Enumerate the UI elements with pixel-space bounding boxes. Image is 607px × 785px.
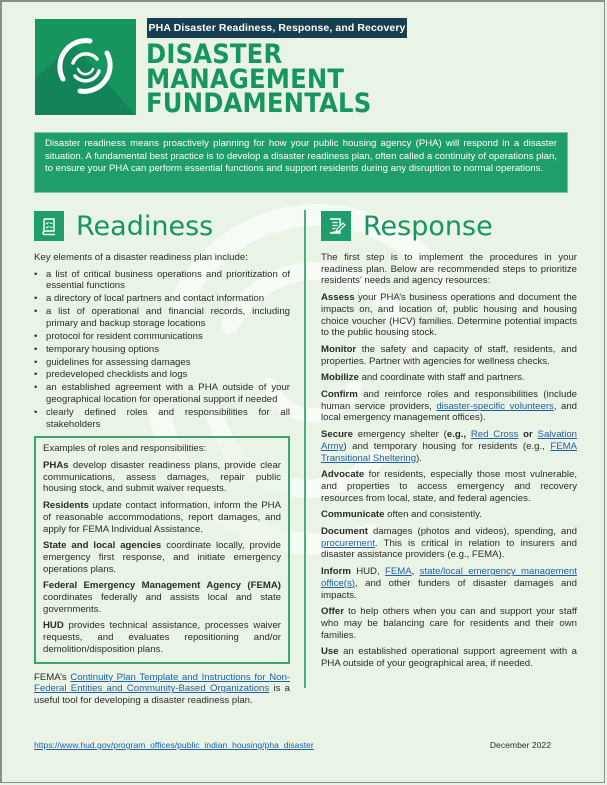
fema-note-suffix: is a useful tool for developing a disaster readiness plan. (34, 683, 290, 706)
step-text: . This is critical in relation to insurers and disaster assistance providers (e.g., FEMA). (321, 537, 577, 561)
intro-callout: Disaster readiness means proactively planning for how your public housing agency (PHA) will respond in a disaster situation. A fundamental best practice is to develop a disaster readiness plan, often called a continuity of operations plan, to ensure your PHA can perform essential functions and support residents during any disruption to normal operations. (34, 132, 568, 193)
step-verb: Document (321, 526, 368, 538)
swirl-icon (35, 19, 136, 115)
step-verb: Advocate (321, 469, 365, 481)
step-text: damages (photos and videos), spending, and (367, 526, 577, 538)
role-entry (43, 580, 281, 615)
fema-sheltering-link[interactable]: FEMA Transitional Sheltering (321, 440, 577, 464)
role-name: State and local agencies (43, 540, 162, 552)
logo (35, 19, 136, 115)
role-entry (43, 540, 281, 575)
readiness-title: Readiness (76, 210, 214, 242)
step-text: , and other funders of disaster damages and impacts. (321, 577, 577, 601)
title-line: MANAGEMENT (146, 63, 345, 95)
checklist-scroll-icon (34, 211, 64, 241)
role-entry (43, 620, 281, 655)
step-secure (321, 429, 577, 464)
step-confirm (321, 389, 577, 424)
salvation-army-link[interactable]: Salvation Army (321, 429, 578, 452)
step-text: to help others when you can and support your staff who may be balancing care for residents and their own families. (321, 606, 577, 641)
step-advocate (321, 469, 577, 504)
step-offer (321, 606, 577, 641)
or-label: or (523, 429, 533, 441)
step-mobilize (321, 372, 577, 384)
procurement-link[interactable]: procurement (321, 537, 375, 549)
step-text: an established operational support agreement with a PHA outside of your geographical area, if needed. (321, 646, 577, 670)
step-verb: Assess (321, 292, 355, 304)
list-item: • a list of critical business operations and prioritization of essential functions (44, 269, 290, 292)
role-text: develop disaster readiness plans, provide clear communications, assess damages, repair public housing stock, and submit waiver requests. (43, 460, 281, 495)
role-entry (43, 500, 281, 535)
step-verb: Monitor (321, 343, 357, 355)
role-text: provides technical assistance, processes waiver requests, and evaluates repositioning and/or demolition/disposition plans. (43, 620, 281, 655)
footer-date: December 2022 (489, 740, 551, 750)
step-document (321, 526, 577, 561)
response-title: Response (363, 210, 493, 242)
step-monitor (321, 344, 577, 367)
title-line: DISASTER (146, 39, 283, 70)
readiness-section (34, 208, 290, 707)
role-text: update contact information, inform the PHA of reasonable accommodations, report damages, and apply for FEMA Individual Assistance. (43, 500, 281, 535)
list-item: • an established agreement with a PHA outside of your geographical location for operational support if needed (44, 382, 290, 405)
step-text: ) and temporary housing for residents (e.g., (343, 440, 551, 452)
step-verb: Communicate (321, 509, 385, 521)
role-text: coordinate locally, provide emergency first response, and initiate emergency operations plans. (43, 540, 281, 575)
step-text: your PHA’s business operations and document the impacts on, and location of, public housing and housing choice voucher (HCV) families. Determine potential impacts to the public housing stock. (321, 292, 577, 339)
readiness-lead: Key elements of a disaster readiness plan include: (34, 252, 248, 263)
readiness-list (34, 269, 290, 431)
separator: , (411, 566, 420, 578)
role-name: HUD (43, 620, 64, 632)
response-section (321, 208, 577, 675)
list-item: • guidelines for assessing damages (44, 357, 290, 369)
step-text: and reinforce roles and responsibilities (include human service providers, (321, 389, 577, 412)
step-verb: Offer (321, 606, 344, 618)
role-name: PHAs (43, 460, 69, 472)
roles-heading: Examples of roles and responsibilities: (43, 443, 207, 455)
roles-callout-box (34, 436, 290, 663)
step-verb: Use (321, 646, 339, 658)
fema-note-prefix: FEMA’s (34, 671, 71, 683)
step-assess (321, 292, 577, 339)
eg-label: e.g., (446, 429, 467, 441)
list-item: • temporary housing options (44, 344, 290, 356)
step-text: for residents, especially those most vulnerable, and properties to access emergency and recovery resources from local, state, and federal agencies. (321, 469, 577, 504)
fema-note (34, 672, 290, 707)
subtitle-banner: PHA Disaster Readiness, Response, and Recovery (147, 18, 407, 38)
response-lead: The first step is to implement the procedures in your readiness plan. Below are recommended steps to prioritize residents’ needs and agency resources: (321, 252, 577, 287)
step-text: , and local emergency management offices). (321, 400, 578, 424)
step-inform (321, 566, 577, 601)
red-cross-link[interactable]: Red Cross (470, 429, 519, 441)
step-text: often and consistently. (384, 509, 482, 521)
readiness-header (34, 208, 290, 244)
list-item: • clearly defined roles and responsibilities for all stakeholders (44, 407, 290, 430)
step-verb: Inform (321, 566, 351, 578)
footer-url-link[interactable]: https://www.hud.gov/program_offices/public_indian_housing/pha_disaster (34, 740, 314, 750)
list-item: • a directory of local partners and contact information (44, 293, 290, 305)
response-header (321, 208, 577, 244)
step-text: HUD, (350, 566, 385, 578)
role-name: Residents (43, 500, 89, 512)
title-line: FUNDAMENTALS (146, 88, 372, 119)
step-verb: Mobilize (321, 372, 359, 384)
step-text: emergency shelter ( (353, 429, 447, 441)
step-verb: Secure (321, 429, 353, 441)
list-item: • protocol for resident communications (44, 331, 290, 343)
step-use (321, 646, 577, 669)
column-divider (304, 210, 306, 688)
page-title (146, 39, 372, 119)
list-item: • a list of operational and financial records, including primary and backup storage locations (44, 306, 290, 329)
step-verb: Confirm (321, 389, 358, 401)
volunteers-link[interactable]: disaster-specific volunteers (436, 400, 554, 412)
emergency-office-link[interactable]: state/local emergency management office(s) (321, 566, 578, 589)
continuity-plan-link[interactable]: Continuity Plan Template and Instructions for Non-Federal Entities and Community-Based Organizations (34, 671, 290, 695)
role-entry (43, 460, 281, 495)
step-text: ). (416, 452, 422, 464)
role-text: coordinates federally and assists local and state governments. (43, 592, 281, 615)
step-communicate (321, 509, 577, 521)
role-name: Federal Emergency Management Agency (FEMA) (43, 580, 281, 592)
document-pencil-icon (321, 211, 351, 241)
fema-link[interactable]: FEMA (385, 566, 412, 578)
step-text: and coordinate with staff and partners. (358, 372, 525, 384)
list-item: • predeveloped checklists and logs (44, 369, 290, 381)
step-text: the safety and capacity of staff, residents, and properties. Partner with agencies for wellness checks. (321, 343, 577, 367)
